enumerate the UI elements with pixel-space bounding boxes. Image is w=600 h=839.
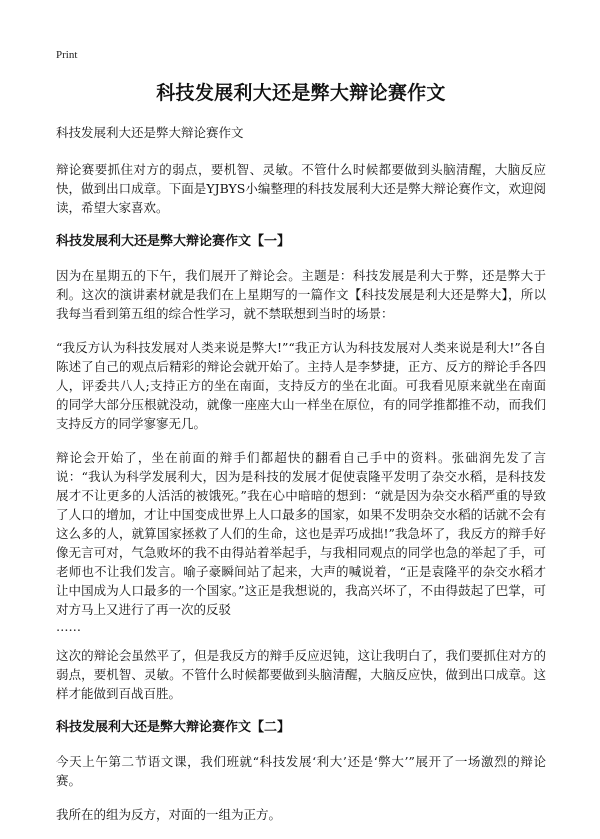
paragraph: 今天上午第二节语文课，我们班就“科技发展‘利大’还是‘弊大’”展开了一场激烈的辩论赛。 <box>56 754 546 788</box>
article <box>56 78 546 839</box>
paragraph: “我反方认为科技发展对人类来说是弊大!”“我正方认为科技发展对人类来说是利大!”各自陈述了自己的观点后精彩的辩论会就开始了。主持人是李梦捷，正方、反方的辩论手各四人，评委共八人;支持正方的坐在南面，支持反方的坐在北面。可我看见原来就坐在南面的同学大部分压根就没动，就像一座座大山一样坐在原位，有的同学推都推不动，而我们支持反方的同学寥寥无几。 <box>56 340 546 431</box>
paragraph: 因为在星期五的下午，我们展开了辩论会。主题是：科技发展是利大于弊，还是弊大于利。这次的演讲素材就是我们在上星期写的一篇作文【科技发展是利大还是弊大】，所以我每当看到第五组的综合性学习，就不禁联想到当时的场景： <box>56 268 546 321</box>
subtitle: 科技发展利大还是弊大辩论赛作文 <box>56 125 244 140</box>
paragraph: 辩论会开始了，坐在前面的辩手们都超快的翻看自己手中的资料。张础润先发了言说：“我认为科学发展利大，因为是科技的发展才促使袁隆平发明了杂交水稻，是科技发展才不让更多的人活活的被饿死。”我在心中暗暗的想到：“就是因为杂交水稻严重的导致了人口的增加，才让中国变成世界上人口最多的国家，如果不发明杂交水稻的话就不会有这么多的人，就算国家拯救了人们的生命，这也是弄巧成拙!”我急坏了，我反方的辩手好像无言可对，气急败坏的我不由得站着举起手，与我相同观点的同学也急的举起了手，可老师也不让我们发言。喻子豪瞬间站了起来，大声的喊说着，“正是袁隆平的杂交水稻才让中国成为人口最多的一个国家。”这正是我想说的，我高兴坏了，不由得鼓起了巴掌，可对方马上又进行了再一次的反驳 <box>56 450 546 617</box>
page-title: 科技发展利大还是弊大辩论赛作文 <box>156 82 446 104</box>
paragraph: 我所在的组为反方，对面的一组为正方。 <box>56 807 282 822</box>
paragraph: 这次的辩论会虽然平了，但是我反方的辩手反应迟钝，这让我明白了，我们要抓住对方的弱点，要机智、灵敏。不管什么时候都要做到头脑清醒，大脑反应快，做到出口成章。这样才能做到百战百胜。 <box>56 648 546 701</box>
ellipsis: …… <box>56 619 81 634</box>
print-link[interactable]: Print <box>56 49 78 61</box>
intro-paragraph: 辩论赛要抓住对方的弱点，要机智、灵敏。不管什么时候都要做到头脑清醒，大脑反应快，做到出口成章。下面是YJBYS小编整理的科技发展利大还是弊大辩论赛作文，欢迎阅读，希望大家喜欢。 <box>56 162 546 215</box>
section-heading-2: 科技发展利大还是弊大辩论赛作文【二】 <box>56 720 291 735</box>
section-heading-1: 科技发展利大还是弊大辩论赛作文【一】 <box>56 234 291 249</box>
